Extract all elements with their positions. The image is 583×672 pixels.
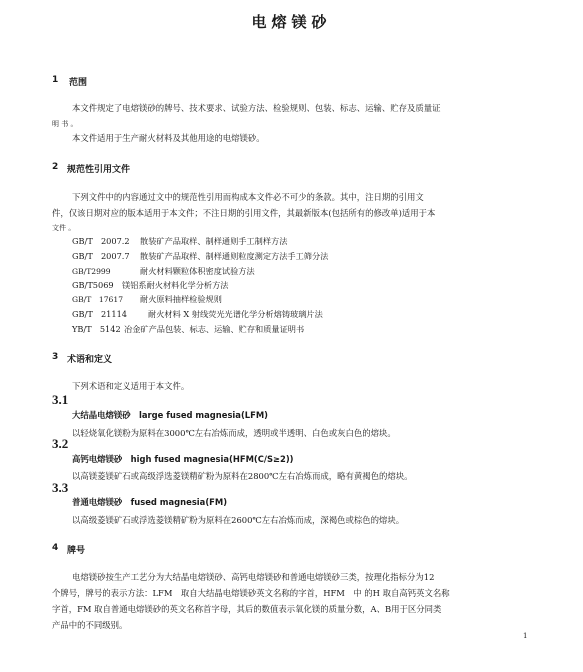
section-4-heading: 牌号 — [67, 546, 86, 556]
reference-item — [72, 236, 287, 247]
reference-title: 耐火材料 X 射线荧光光谱化学分析熔铸玻璃片法 — [148, 309, 323, 319]
reference-code: GB/T 21114 — [72, 309, 128, 319]
term-definition: 以高镁菱镁矿石或高级浮选菱镁精矿粉为原料在2800℃左右冶炼而成，略有黄褐色的熔块。 — [72, 471, 413, 481]
section-4-line-1: 电熔镁砂按生产工艺分为大结晶电熔镁砂、高钙电熔镁砂和普通电熔镁砂三类，按理化指标分为12 — [72, 572, 435, 582]
section-4-line-4: 产品中的不同级别。 — [52, 620, 128, 630]
section-1-paragraph-1: 本文件规定了电熔镁砂的牌号、技术要求、试验方法、检验规则、包装、标志、运输、贮存及质量证 — [72, 103, 441, 113]
reference-code: GB/T5069 — [72, 280, 114, 290]
section-2-heading: 规范性引用文件 — [67, 165, 131, 175]
reference-item — [72, 324, 304, 335]
term-number: 3.1 — [52, 392, 69, 407]
document-title: 电熔镁砂 — [251, 13, 332, 31]
term-name: 大结晶电熔镁砂 large fused magnesia(LFM) — [72, 410, 268, 420]
section-2-number: 2 — [52, 162, 59, 172]
section-2-intro-line-3: 文件 。 — [52, 224, 76, 232]
section-4-line-3: 字首，FM 取自普通电熔镁砂的英文名称首字母，其后的数值表示氧化镁的质量分数，A、B用于区分同类 — [52, 604, 442, 614]
section-3-number: 3 — [52, 352, 59, 362]
reference-code: GB/T 17617 — [72, 295, 124, 304]
page-number: 1 — [523, 632, 528, 640]
reference-title: 耐火原料抽样检验规则 — [140, 294, 222, 304]
reference-item — [72, 294, 222, 305]
section-1-number: 1 — [52, 75, 59, 85]
reference-item — [72, 280, 228, 291]
term-number: 3.2 — [52, 436, 69, 451]
section-2-intro-line-2: 件，仅该日期对应的版本适用于本文件；不注日期的引用文件，其最新版本(包括所有的修改单)适用于本 — [52, 208, 436, 218]
reference-title: 耐火材料颗粒体积密度试验方法 — [140, 266, 255, 276]
section-1-paragraph-2: 本文件适用于生产耐火材料及其他用途的电熔镁砂。 — [72, 133, 265, 143]
term-name: 高钙电熔镁砂 high fused magnesia(HFM(C/S≥2)) — [72, 454, 294, 464]
term-name: 普通电熔镁砂 fused magnesia(FM) — [72, 497, 228, 507]
reference-title: 镁铝系耐火材料化学分析方法 — [122, 280, 229, 290]
term-definition: 以轻烧氧化镁粉为原料在3000℃左右冶炼而成，透明或半透明、白色或灰白色的熔块。 — [72, 428, 396, 438]
section-4-line-2: 个牌号，牌号的表示方法：LFM 取自大结晶电熔镁砂英文名称的字首，HFM 中 的H 取自高钙英文名称 — [52, 588, 450, 598]
reference-code: GB/T 2007.7 — [72, 251, 130, 261]
section-2-intro-line-1: 下列文件中的内容通过文中的规范性引用而构成本文件必不可少的条款。其中，注日期的引用文 — [72, 192, 424, 202]
reference-title: 散装矿产品取样、制样通则手工制样方法 — [140, 236, 288, 246]
section-4-number: 4 — [52, 543, 59, 553]
reference-item — [72, 251, 328, 262]
section-1-paragraph-1-cont: 明 书 。 — [52, 120, 78, 128]
reference-code: YB/T 5142 — [72, 324, 121, 334]
reference-item — [72, 266, 255, 277]
term-definition: 以高级菱镁矿石或浮选菱镁精矿粉为原料在2600℃左右冶炼而成，深褐色或棕色的熔块。 — [72, 515, 405, 525]
reference-title: 散装矿产品取样、制样通则粒度测定方法手工筛分法 — [140, 251, 329, 261]
term-number: 3.3 — [52, 480, 69, 495]
reference-code: GB/T2999 — [72, 267, 111, 276]
section-3-intro: 下列术语和定义适用于本文件。 — [72, 381, 190, 391]
reference-title: 冶金矿产品包装、标志、运输、贮存和质量证明书 — [124, 324, 305, 334]
reference-item — [72, 309, 323, 320]
section-1-heading: 范围 — [69, 78, 88, 88]
reference-code: GB/T 2007.2 — [72, 236, 130, 246]
section-3-heading: 术语和定义 — [67, 355, 113, 365]
